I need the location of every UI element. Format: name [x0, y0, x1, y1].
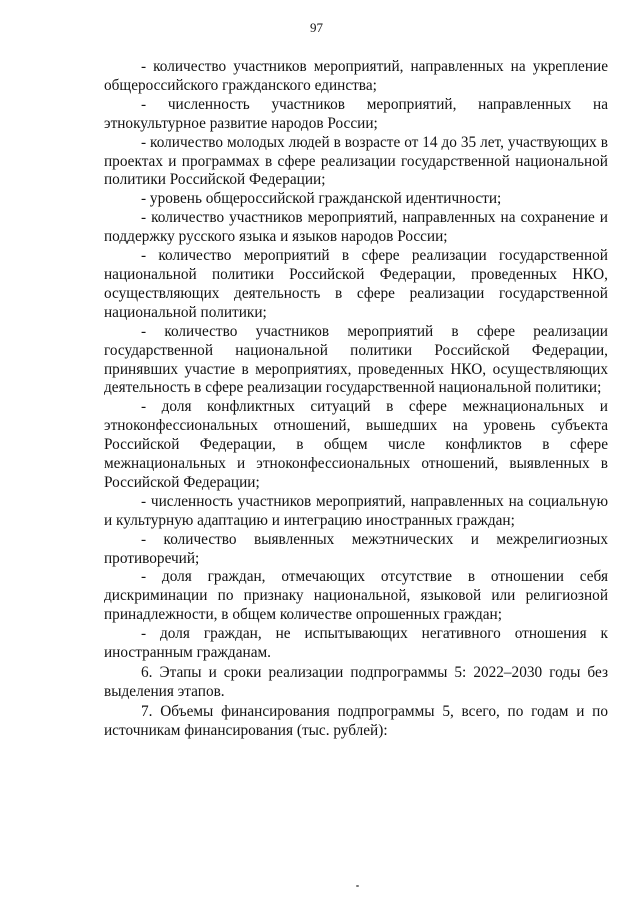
list-item: - количество молодых людей в возрасте от 14 до 35 лет, участвующих в проектах и программах в сфере реализации государственной национальной политики Российской Федерации; — [104, 133, 608, 189]
scan-dot-mark — [356, 885, 359, 887]
section-paragraph: 7. Объемы финансирования подпрограммы 5, всего, по годам и по источникам финансирования (тыс. рублей): — [104, 702, 608, 739]
list-item: - количество мероприятий в сфере реализации государственной национальной политики Российской Федерации, проведенных НКО, осуществляющих деятельность в сфере реализации государственной национальной политики; — [104, 247, 608, 321]
section-paragraph: 6. Этапы и сроки реализации подпрограммы 5: 2022–2030 годы без выделения этапов. — [104, 664, 608, 700]
list-item: - доля граждан, отмечающих отсутствие в отношении себя дискриминации по признаку национальной, языковой или религиозной принадлежности, в общем количестве опрошенных граждан; — [104, 568, 608, 624]
page-number: 97 — [310, 20, 323, 35]
list-item: - количество участников мероприятий, направленных на сохранение и поддержку русского языка и языков народов России; — [104, 209, 608, 246]
list-item: - численность участников мероприятий, направленных на этнокультурное развитие народов России; — [104, 95, 608, 132]
list-item: - численность участников мероприятий, направленных на социальную и культурную адаптацию и интеграцию иностранных граждан; — [104, 492, 608, 529]
list-item: - доля конфликтных ситуаций в сфере межнациональных и этноконфессиональных отношений, вышедших на уровень субъекта Российской Федерации, в общем числе конфликтов в сфере межнациональных и этноконфессиональных отношений, выявленных в Российской Федерации; — [104, 398, 608, 491]
document-body — [104, 58, 608, 741]
list-item: - количество участников мероприятий, направленных на укрепление общероссийского гражданского единства; — [104, 58, 608, 94]
list-item: - уровень общероссийской гражданской идентичности; — [141, 190, 502, 208]
list-item: - количество выявленных межэтнических и межрелигиозных противоречий; — [104, 530, 608, 567]
list-item: - количество участников мероприятий в сфере реализации государственной национальной политики Российской Федерации, принявших участие в мероприятиях, проведенных НКО, осуществляющих деятельность в сфере реализации государственной национальной политики; — [104, 322, 608, 397]
list-item: - доля граждан, не испытывающих негативного отношения к иностранным гражданам. — [104, 625, 608, 662]
